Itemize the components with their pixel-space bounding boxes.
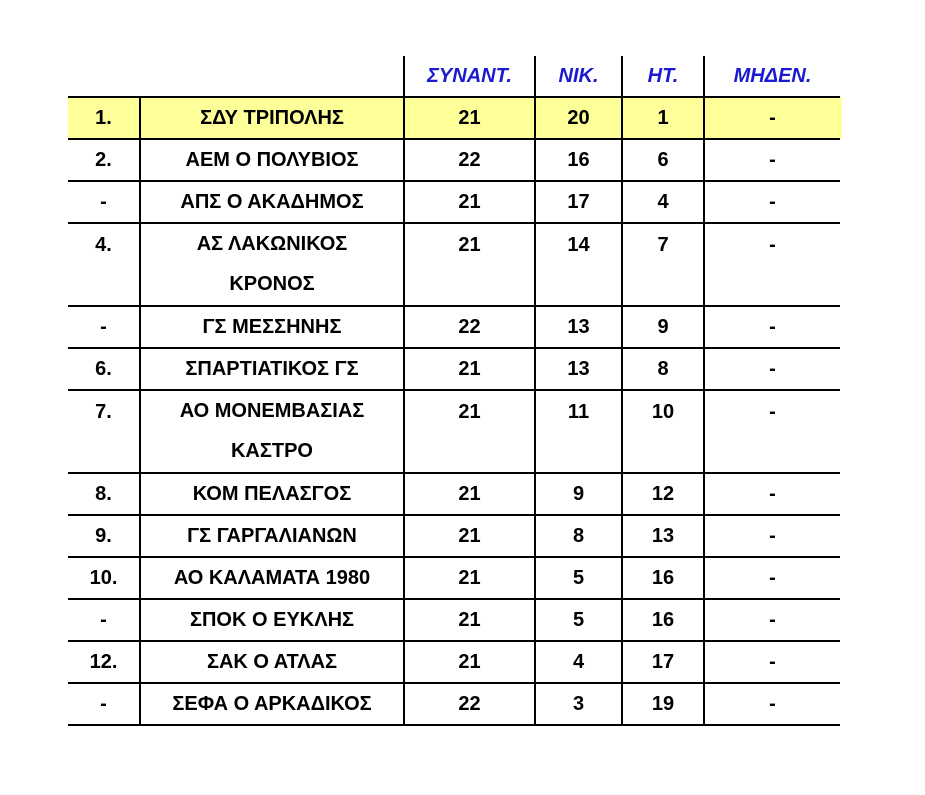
- team-cell: ΑΠΣ Ο ΑΚΑΔΗΜΟΣ: [140, 181, 404, 223]
- games-cell: 21: [404, 515, 535, 557]
- draws-cell: -: [704, 139, 840, 181]
- losses-text: 7: [657, 234, 669, 256]
- losses-cell: 16: [622, 557, 704, 599]
- losses-cell: 16: [622, 599, 704, 641]
- team-cell: ΑΟ ΚΑΛΑΜΑΤΑ 1980: [140, 557, 404, 599]
- team-text: ΑΣ ΛΑΚΩΝΙΚΟΣ ΚΡΟΝΟΣ: [196, 233, 348, 295]
- table-row: [68, 181, 840, 223]
- draws-cell: -: [704, 599, 840, 641]
- losses-cell: [622, 390, 704, 473]
- games-cell: 21: [404, 473, 535, 515]
- team-cell: ΣΠΟΚ Ο ΕΥΚΛΗΣ: [140, 599, 404, 641]
- draws-cell: -: [704, 683, 840, 725]
- wins-cell: [535, 223, 622, 306]
- draws-cell: -: [704, 473, 840, 515]
- rank-cell: 6.: [68, 348, 140, 390]
- rank-cell: -: [68, 306, 140, 348]
- wins-cell: 9: [535, 473, 622, 515]
- table-row: [68, 97, 840, 139]
- draws-text: -: [769, 401, 776, 423]
- wins-cell: 13: [535, 348, 622, 390]
- games-cell: 21: [404, 557, 535, 599]
- team-cell: ΣΑΚ Ο ΑΤΛΑΣ: [140, 641, 404, 683]
- games-cell: 21: [404, 599, 535, 641]
- header-row: [68, 56, 840, 97]
- losses-cell: 8: [622, 348, 704, 390]
- team-cell: ΣΕΦΑ Ο ΑΡΚΑΔΙΚΟΣ: [140, 683, 404, 725]
- table-row: [68, 599, 840, 641]
- games-cell: 21: [404, 181, 535, 223]
- wins-cell: 3: [535, 683, 622, 725]
- rank-cell: 2.: [68, 139, 140, 181]
- table-row: [68, 557, 840, 599]
- wins-cell: [535, 390, 622, 473]
- losses-cell: 6: [622, 139, 704, 181]
- losses-cell: 1: [622, 97, 704, 139]
- header-rank: [68, 56, 140, 97]
- rank-cell: [68, 223, 140, 306]
- wins-cell: 16: [535, 139, 622, 181]
- wins-text: 11: [567, 401, 590, 423]
- losses-cell: 17: [622, 641, 704, 683]
- table-row: [68, 390, 840, 473]
- rank-cell: 12.: [68, 641, 140, 683]
- rank-cell: -: [68, 683, 140, 725]
- team-cell: [140, 390, 404, 473]
- header-games: ΣΥΝΑΝΤ.: [404, 56, 535, 97]
- games-cell: 21: [404, 641, 535, 683]
- draws-cell: [704, 223, 840, 306]
- games-cell: 21: [404, 348, 535, 390]
- team-cell: ΣΠΑΡΤΙΑΤΙΚΟΣ ΓΣ: [140, 348, 404, 390]
- games-cell: [404, 223, 535, 306]
- wins-cell: 5: [535, 599, 622, 641]
- header-draws: ΜΗΔΕΝ.: [704, 56, 840, 97]
- header-team: [140, 56, 404, 97]
- draws-cell: -: [704, 515, 840, 557]
- wins-cell: 8: [535, 515, 622, 557]
- rank-text: 7.: [95, 401, 112, 423]
- table-row: [68, 515, 840, 557]
- wins-text: 14: [567, 234, 590, 256]
- wins-cell: 4: [535, 641, 622, 683]
- losses-text: 10: [651, 401, 675, 423]
- games-cell: 22: [404, 139, 535, 181]
- wins-cell: 20: [535, 97, 622, 139]
- losses-cell: 12: [622, 473, 704, 515]
- games-cell: 21: [404, 97, 535, 139]
- draws-cell: -: [704, 306, 840, 348]
- rank-cell: -: [68, 181, 140, 223]
- team-cell: ΚΟΜ ΠΕΛΑΣΓΟΣ: [140, 473, 404, 515]
- games-cell: 22: [404, 306, 535, 348]
- draws-cell: -: [704, 557, 840, 599]
- rank-text: 4.: [95, 234, 112, 256]
- rank-cell: 9.: [68, 515, 140, 557]
- draws-cell: -: [704, 348, 840, 390]
- standings-table: [68, 56, 840, 726]
- rank-cell: -: [68, 599, 140, 641]
- losses-cell: 13: [622, 515, 704, 557]
- rank-cell: 10.: [68, 557, 140, 599]
- draws-cell: -: [704, 97, 840, 139]
- draws-text: -: [769, 234, 776, 256]
- games-cell: [404, 390, 535, 473]
- table-row: [68, 223, 840, 306]
- rank-cell: 8.: [68, 473, 140, 515]
- wins-cell: 17: [535, 181, 622, 223]
- games-text: 21: [458, 401, 481, 423]
- table-row: [68, 306, 840, 348]
- losses-cell: 19: [622, 683, 704, 725]
- team-text: ΑΟ ΜΟΝΕΜΒΑΣΙΑΣ ΚΑΣΤΡΟ: [179, 400, 365, 462]
- losses-cell: 4: [622, 181, 704, 223]
- draws-cell: -: [704, 641, 840, 683]
- table-row: [68, 348, 840, 390]
- rank-cell: [68, 390, 140, 473]
- games-text: 21: [458, 234, 481, 256]
- draws-cell: -: [704, 181, 840, 223]
- losses-cell: 9: [622, 306, 704, 348]
- losses-cell: [622, 223, 704, 306]
- wins-cell: 5: [535, 557, 622, 599]
- team-cell: ΓΣ ΓΑΡΓΑΛΙΑΝΩΝ: [140, 515, 404, 557]
- team-cell: ΣΔΥ ΤΡΙΠΟΛΗΣ: [140, 97, 404, 139]
- team-cell: ΓΣ ΜΕΣΣΗΝΗΣ: [140, 306, 404, 348]
- rank-cell: 1.: [68, 97, 140, 139]
- games-cell: 22: [404, 683, 535, 725]
- table-row: [68, 473, 840, 515]
- table-row: [68, 139, 840, 181]
- team-cell: [140, 223, 404, 306]
- team-cell: ΑΕΜ Ο ΠΟΛΥΒΙΟΣ: [140, 139, 404, 181]
- draws-cell: [704, 390, 840, 473]
- table-row: [68, 683, 840, 725]
- header-losses: ΗΤ.: [622, 56, 704, 97]
- header-wins: ΝΙΚ.: [535, 56, 622, 97]
- table-row: [68, 641, 840, 683]
- wins-cell: 13: [535, 306, 622, 348]
